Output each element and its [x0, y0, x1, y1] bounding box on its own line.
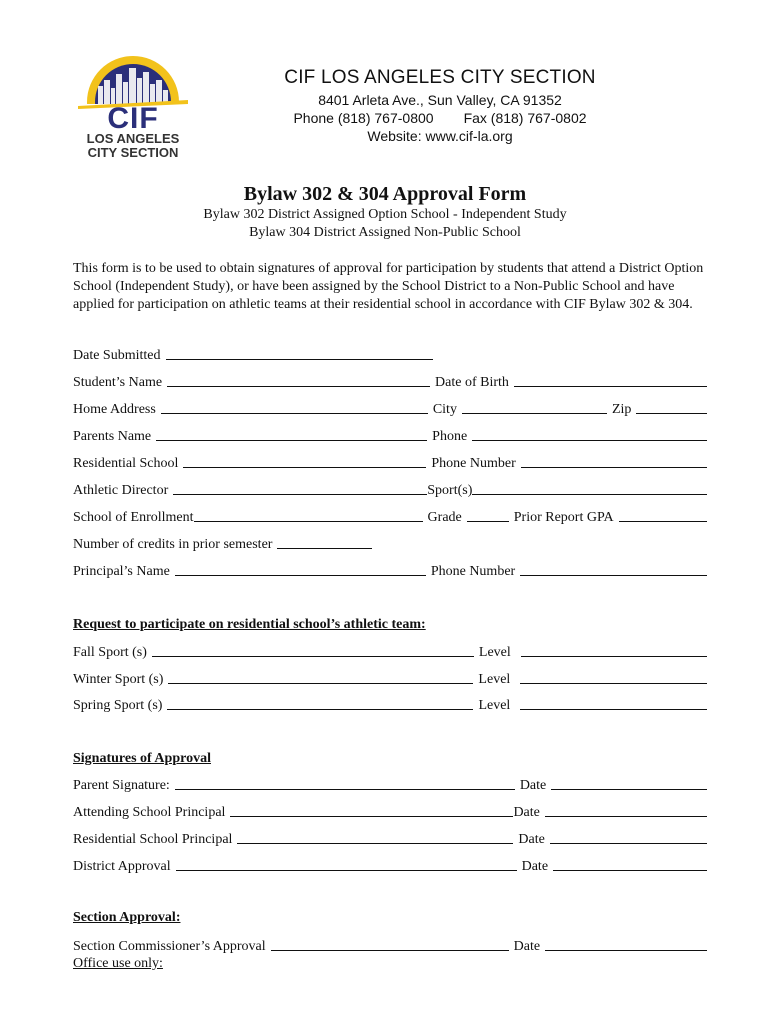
row-parents-name [73, 425, 707, 445]
prior-gpa-field[interactable] [619, 521, 707, 522]
form-title: Bylaw 302 & 304 Approval Form [243, 183, 527, 205]
home-address-field[interactable] [161, 413, 428, 414]
parent-date-field[interactable] [551, 789, 707, 790]
principal-phone-label: Phone Number [430, 564, 516, 579]
row-home-address [73, 398, 707, 418]
district-date-label: Date [521, 859, 549, 874]
home-address-label: Home Address [73, 402, 156, 417]
winter-sport-label: Winter Sport (s) [73, 672, 164, 687]
form-subtitle-304: Bylaw 304 District Assigned Non-Public School [249, 225, 521, 240]
winter-sport-field[interactable] [168, 683, 473, 684]
date-of-birth-label: Date of Birth [435, 375, 509, 390]
logo-cif-letters: CIF [107, 102, 159, 135]
residential-date-label: Date [518, 832, 545, 847]
section-approval-heading: Section Approval: [73, 910, 181, 925]
spring-level-field[interactable] [520, 709, 707, 710]
zip-field[interactable] [636, 413, 707, 414]
credits-label: Number of credits in prior semester [73, 537, 273, 552]
grade-label: Grade [427, 510, 462, 525]
row-parent-signature [73, 774, 707, 794]
request-heading: Request to participate on residential school’s athletic team: [73, 617, 426, 632]
cif-logo [72, 50, 194, 160]
org-fax: Fax (818) 767-0802 [463, 110, 587, 126]
residential-phone-field[interactable] [521, 467, 707, 468]
winter-level-field[interactable] [520, 683, 707, 684]
row-student-name [73, 371, 707, 391]
district-approval-label: District Approval [73, 859, 171, 874]
zip-label: Zip [611, 402, 632, 417]
spring-sport-field[interactable] [167, 709, 473, 710]
commissioner-approval-field[interactable] [271, 950, 509, 951]
row-residential-principal [73, 828, 707, 848]
residential-date-field[interactable] [550, 843, 707, 844]
prior-gpa-label: Prior Report GPA [513, 510, 614, 525]
school-of-enrollment-label: School of Enrollment [73, 510, 194, 525]
parents-name-label: Parents Name [73, 429, 152, 444]
residential-principal-field[interactable] [237, 843, 513, 844]
org-contact [240, 110, 640, 126]
org-address: 8401 Arleta Ave., Sun Valley, CA 91352 [318, 92, 562, 108]
parent-signature-label: Parent Signature: [73, 778, 170, 793]
row-district-approval [73, 855, 707, 875]
org-website: Website: www.cif-la.org [367, 128, 513, 144]
sports-field[interactable] [472, 494, 707, 495]
office-use-only: Office use only: [73, 956, 163, 971]
row-credits [73, 533, 707, 553]
attending-date-field[interactable] [545, 816, 707, 817]
fall-sport-field[interactable] [152, 656, 474, 657]
phone-label: Phone [432, 429, 468, 444]
fall-sport-label: Fall Sport (s) [73, 645, 147, 660]
residential-school-label: Residential School [73, 456, 179, 471]
credits-field[interactable] [277, 548, 372, 549]
residential-school-field[interactable] [183, 467, 426, 468]
fall-level-field[interactable] [521, 656, 707, 657]
city-label: City [432, 402, 457, 417]
attending-principal-label: Attending School Principal [73, 805, 226, 820]
student-name-label: Student’s Name [73, 375, 163, 390]
commissioner-approval-label: Section Commissioner’s Approval [73, 939, 266, 954]
spring-sport-label: Spring Sport (s) [73, 698, 163, 713]
school-of-enrollment-field[interactable] [194, 521, 423, 522]
fall-level-label: Level [478, 645, 511, 660]
attending-principal-field[interactable] [230, 816, 513, 817]
student-name-field[interactable] [167, 386, 430, 387]
row-fall-sport [73, 641, 707, 661]
row-winter-sport [73, 668, 707, 688]
spring-level-label: Level [478, 698, 511, 713]
row-school-of-enrollment [73, 506, 707, 526]
signatures-heading: Signatures of Approval [73, 751, 211, 766]
date-submitted-field[interactable] [166, 359, 433, 360]
district-approval-field[interactable] [176, 870, 517, 871]
parent-date-label: Date [519, 778, 547, 793]
principal-name-label: Principal’s Name [73, 564, 170, 579]
logo-line-2: CITY SECTION [87, 145, 179, 160]
intro-paragraph: This form is to be used to obtain signatures of approval for participation by students that attend a District Option School (Independent Study), or have been assigned by the School District to a Non-Public School and have applied for participation on athletic teams at their residential school in accordance with CIF Bylaw 302 & 304. [73, 261, 704, 312]
attending-date-label: Date [513, 805, 540, 820]
row-spring-sport [73, 694, 707, 714]
phone-field[interactable] [472, 440, 707, 441]
district-date-field[interactable] [553, 870, 707, 871]
city-field[interactable] [462, 413, 607, 414]
row-commissioner-approval [73, 935, 707, 955]
row-residential-school [73, 452, 707, 472]
residential-principal-label: Residential School Principal [73, 832, 233, 847]
form-subtitle-302: Bylaw 302 District Assigned Option School - Independent Study [203, 207, 567, 222]
grade-field[interactable] [467, 521, 509, 522]
org-name: CIF LOS ANGELES CITY SECTION [284, 67, 596, 88]
row-athletic-director [73, 479, 707, 499]
logo-line-1: LOS ANGELES [86, 131, 180, 146]
sports-label: Sport(s) [427, 483, 473, 498]
date-submitted-label: Date Submitted [73, 348, 161, 363]
row-principal-name [73, 560, 707, 580]
date-of-birth-field[interactable] [514, 386, 707, 387]
athletic-director-label: Athletic Director [73, 483, 169, 498]
principal-name-field[interactable] [175, 575, 426, 576]
parent-signature-field[interactable] [175, 789, 515, 790]
commissioner-date-label: Date [513, 939, 541, 954]
principal-phone-field[interactable] [520, 575, 707, 576]
residential-phone-label: Phone Number [431, 456, 516, 471]
parents-name-field[interactable] [156, 440, 427, 441]
athletic-director-field[interactable] [173, 494, 427, 495]
row-attending-principal [73, 801, 707, 821]
org-phone: Phone (818) 767-0800 [293, 110, 434, 126]
commissioner-date-field[interactable] [545, 950, 707, 951]
winter-level-label: Level [478, 672, 511, 687]
row-date-submitted [73, 344, 707, 364]
